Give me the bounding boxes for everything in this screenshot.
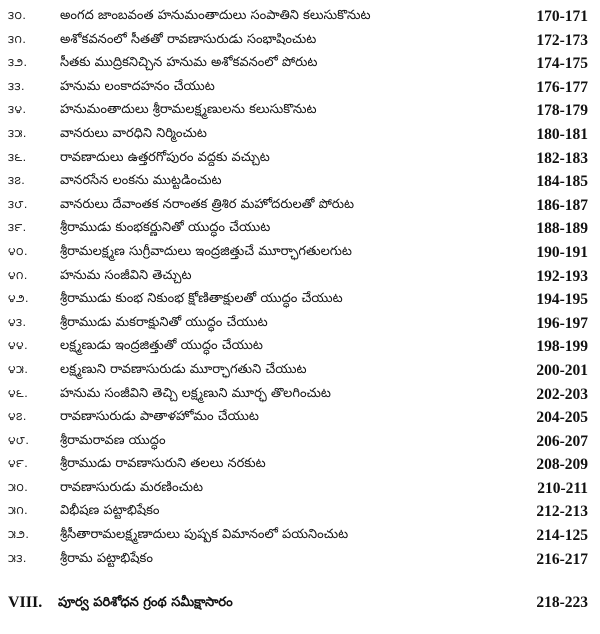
section-page-range: 218-223 [536, 594, 588, 611]
entry-page-range: 188-189 [536, 220, 588, 238]
entry-number: ౩౯. [8, 221, 27, 235]
toc-entry [0, 149, 600, 173]
entry-title: శ్రీరామ పట్టాభిషేకం [60, 550, 153, 566]
entry-title: రావణాసురుడు మరణించుట [60, 479, 204, 495]
toc-entry [0, 125, 600, 149]
entry-page-range: 182-183 [536, 149, 588, 167]
entry-number: ౩౧. [8, 32, 27, 46]
toc-entry [0, 526, 600, 550]
entry-title: శ్రీరామలక్ష్మణ సుగ్రీవాదులు ఇంద్రజిత్తుచే మూర్ఛాగతులగుట [60, 243, 352, 259]
entry-title: సీతకు ముద్రికనిచ్చిన హనుమ అశోకవనంలో పోరుట [60, 55, 318, 71]
entry-page-range: 216-217 [536, 550, 588, 568]
toc-entry [0, 550, 600, 574]
toc-entry [0, 31, 600, 55]
entry-page-range: 190-191 [536, 243, 588, 261]
toc-entry [0, 337, 600, 361]
entry-title: శ్రీరాముడు మకరాక్షునితో యుద్ధం చేయుట [60, 314, 268, 330]
entry-page-range: 176-177 [536, 78, 588, 96]
toc-entry [0, 78, 600, 102]
entry-number: ౩౫. [8, 126, 27, 140]
entry-number: ౩౩. [8, 79, 26, 93]
entry-number: ౩౨. [8, 56, 28, 70]
toc-entry [0, 54, 600, 78]
toc-entry [0, 385, 600, 409]
toc-entry [0, 479, 600, 503]
entry-page-range: 172-173 [536, 31, 588, 49]
entry-page-range: 206-207 [536, 432, 588, 450]
entry-title: వానరసేన లంకను ముట్టడించుట [60, 173, 222, 189]
section-title: పూర్వ పరిశోధన గ్రంథ సమీక్షాసారం [58, 595, 233, 610]
entry-page-range: 192-193 [536, 267, 588, 285]
toc-entry-list [0, 7, 600, 573]
toc-entry [0, 101, 600, 125]
entry-number: ౪౫. [8, 362, 29, 376]
toc-entry [0, 243, 600, 267]
entry-title: శ్రీరాముడు కుంభ నికుంభ క్షోణితాక్షులతో యుద్ధం చేయుట [60, 291, 343, 307]
entry-page-range: 198-199 [536, 338, 588, 356]
toc-entry [0, 196, 600, 220]
entry-title: శ్రీరాముడు రావణాసురుని తలలు నరకుట [60, 456, 266, 472]
toc-entry [0, 267, 600, 291]
entry-title: హనుమంతాదులు శ్రీరామలక్ష్మణులను కలుసుకొనుట [60, 102, 317, 118]
entry-page-range: 180-181 [536, 125, 588, 143]
toc-entry [0, 314, 600, 338]
entry-title: హనుమ సంజీవిని తెచ్చుట [60, 267, 192, 283]
entry-title: వానరులు దేవాంతక నరాంతక త్రిశిర మహోదరులతో పోరుట [60, 196, 355, 212]
entry-number: ౩౦. [8, 9, 27, 22]
entry-number: ౪౧. [8, 268, 28, 282]
entry-page-range: 170-171 [536, 8, 588, 25]
entry-number: ౩౮. [8, 197, 28, 211]
toc-entry [0, 502, 600, 526]
entry-page-range: 202-203 [536, 385, 588, 403]
entry-page-range: 214-125 [536, 527, 588, 545]
toc-entry [0, 290, 600, 314]
entry-title: శ్రీసీతారామలక్ష్మణాదులు పుష్పక విమానంలో పయనించుట [60, 527, 349, 543]
entry-page-range: 184-185 [536, 173, 588, 191]
entry-page-range: 186-187 [536, 196, 588, 214]
entry-number: ౪౩. [8, 315, 27, 329]
entry-number: ౩౭. [8, 174, 26, 188]
entry-page-range: 174-175 [536, 55, 588, 73]
entry-number: ౫౩. [8, 551, 27, 565]
entry-page-range: 200-201 [536, 361, 588, 379]
entry-number: ౫౧. [8, 504, 29, 518]
entry-number: ౪౮. [8, 433, 30, 447]
entry-title: శ్రీరాముడు కుంభకర్ణునితో యుద్ధం చేయుట [60, 220, 271, 236]
entry-page-range: 210-211 [537, 479, 588, 497]
toc-entry [0, 432, 600, 456]
entry-title: హనుమ సంజీవిని తెచ్చి లక్ష్మణుని మూర్ఛ తొలగించుట [60, 385, 331, 401]
toc-entry [0, 455, 600, 479]
entry-number: ౪౪. [8, 339, 29, 353]
toc-entry [0, 172, 600, 196]
entry-title: రావణాసురుడు పాతాళహోమం చేయుట [60, 409, 259, 425]
entry-number: ౩౪. [8, 103, 27, 117]
entry-number: ౫౦. [8, 480, 29, 494]
toc-entry [0, 361, 600, 385]
entry-page-range: 194-195 [536, 291, 588, 309]
entry-page-range: 178-179 [536, 102, 588, 120]
entry-number: ౪౬. [8, 386, 29, 400]
entry-number: ౩౬. [8, 150, 27, 164]
section-number: VIII. [8, 594, 43, 611]
entry-page-range: 196-197 [536, 314, 588, 332]
entry-page-range: 212-213 [536, 503, 588, 521]
entry-title: అశోకవనంలో సీతతో రావణాసురుడు సంభాషించుట [60, 31, 317, 47]
entry-number: ౪౦. [8, 244, 28, 258]
entry-title: లక్ష్మణుని రావణాసురుడు మూర్ఛాగతుని చేయుట [60, 361, 307, 377]
entry-title: హనుమ లంకాదహనం చేయుట [60, 78, 215, 94]
entry-page-range: 208-209 [536, 456, 588, 474]
entry-title: అంగద జాంబవంత హనుమంతాదులు సంపాతిని కలుసుకొనుట [60, 8, 371, 23]
toc-entry [0, 219, 600, 243]
toc-section-heading [0, 594, 600, 620]
entry-title: వానరులు వారధిని నిర్మించుట [60, 125, 207, 141]
entry-title: లక్ష్మణుడు ఇంద్రజిత్తుతో యుద్ధం చేయుట [60, 338, 263, 354]
entry-number: ౪౨. [8, 292, 30, 306]
entry-page-range: 204-205 [536, 409, 588, 427]
toc-entry [0, 408, 600, 432]
entry-title: శ్రీరామరావణ యుద్ధం [60, 432, 166, 448]
entry-title: విభీషణ పట్టాభిషేకం [60, 503, 160, 519]
entry-number: ౪౯. [8, 457, 29, 471]
entry-number: ౫౨. [8, 528, 30, 542]
entry-number: ౪౭. [8, 410, 27, 424]
toc-entry [0, 7, 600, 31]
entry-title: రావణాదులు ఉత్తరగోపురం వద్దకు వచ్చుట [60, 149, 270, 165]
